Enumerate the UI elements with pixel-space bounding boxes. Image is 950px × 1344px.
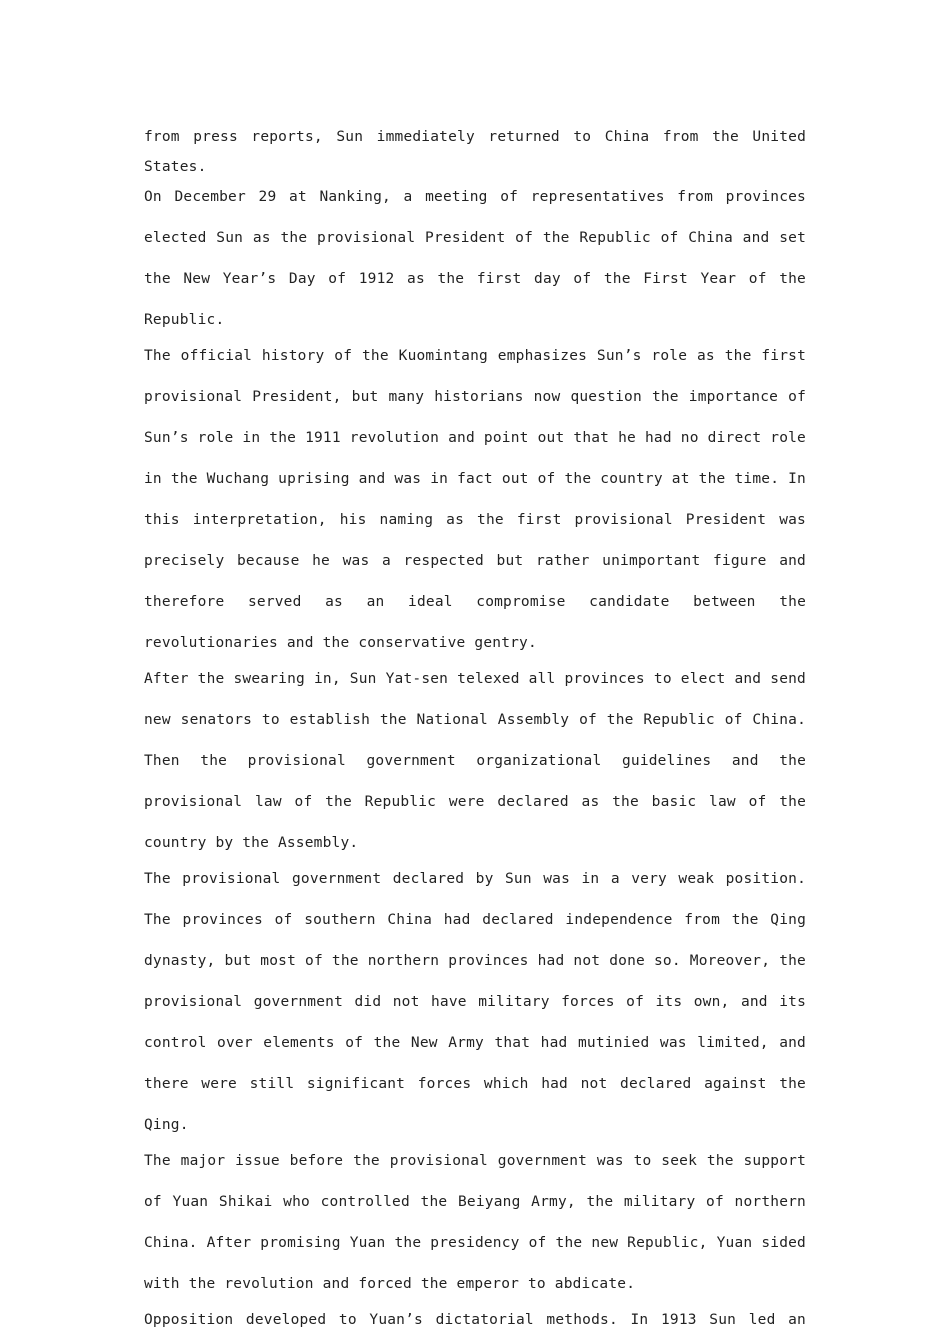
paragraph-1: from press reports, Sun immediately returned to China from the United States. <box>144 129 806 175</box>
body-text <box>144 122 806 1341</box>
paragraph-7: Opposition developed to Yuan’s dictatorial methods. In 1913 Sun led an <box>144 1312 806 1328</box>
paragraph-5: The provisional government declared by Sun was in a very weak position. The provinces of southern China had declared independence from the Qing dynasty, but most of the northern provinces had not done so. Moreover, the provisional government did not have military forces of its own, and its control over elements of the New Army that had mutinied was limited, and there were still significant forces which had not declared against the Qing. <box>144 871 806 1133</box>
paragraph-4: After the swearing in, Sun Yat-sen telexed all provinces to elect and send new senators to establish the National Assembly of the Republic of China. Then the provisional government organizational guidelines and the provisional law of the Republic were declared as the basic law of the country by the Assembly. <box>144 671 806 851</box>
paragraph-3: The official history of the Kuomintang emphasizes Sun’s role as the first provisional President, but many historians now question the importance of Sun’s role in the 1911 revolution and point out that he had no direct role in the Wuchang uprising and was in fact out of the country at the time. In this interpretation, his naming as the first provisional President was precisely because he was a respected but rather unimportant figure and therefore served as an ideal compromise candidate between the revolutionaries and the conservative gentry. <box>144 348 806 651</box>
paragraph-6: The major issue before the provisional government was to seek the support of Yuan Shikai who controlled the Beiyang Army, the military of northern China. After promising Yuan the presidency of the new Republic, Yuan sided with the revolution and forced the emperor to abdicate. <box>144 1153 806 1292</box>
paragraph-2: On December 29 at Nanking, a meeting of representatives from provinces elected Sun as the provisional President of the Republic of China and set the New Year’s Day of 1912 as the first day of the First Year of the Republic. <box>144 189 806 328</box>
